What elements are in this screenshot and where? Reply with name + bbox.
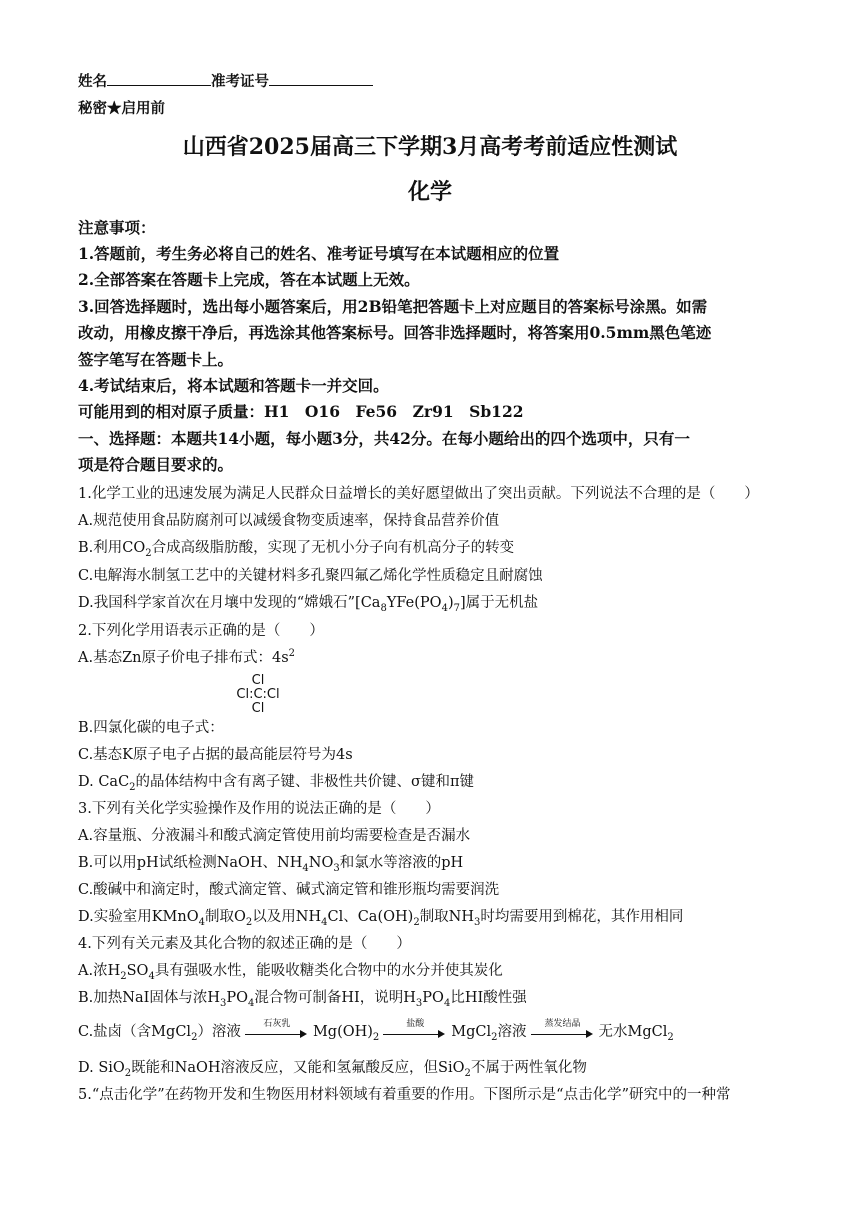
- q2-option-d: D. CaC$_2$的晶体结构中含有离子键、非极性共价键、σ键和π键: [78, 774, 474, 793]
- q4-option-a: A.浓$H_2SO_4$具有强吸水性，能吸收糖类化合物中的水分并使其炭化: [78, 963, 503, 982]
- q3-option-c: C.酸碱中和滴定时，酸式滴定管、碱式滴定管和锥形瓶均需要润洗: [78, 882, 500, 898]
- name-field: [78, 70, 373, 91]
- atomic-masses: 可能用到的相对原子质量：H1 O16 Fe56 Zr91 Sb122: [78, 402, 524, 421]
- note-item: 改动，用橡皮擦干净后，再选涂其他答案标号。回答非选择题时，将答案用0.5mm黑色笔迹: [78, 323, 712, 342]
- q4-option-b: B.加热NaI固体与浓$H_3PO_4$混合物可制备HI，说明$H_3PO_4$比HI酸性强: [78, 990, 527, 1009]
- ticket-blank: [269, 71, 373, 86]
- q2-option-a: A.基态Zn原子价电子排布式：$4s^2$: [78, 648, 296, 666]
- q2-option-b: B.四氯化碳的电子式：: [78, 720, 224, 736]
- section-heading-cont: 项是符合题目要求的。: [78, 455, 234, 474]
- exam-title: 山西省2025届高三下学期3月高考考前适应性测试: [182, 134, 678, 160]
- q3-option-a: A.容量瓶、分液漏斗和酸式滴定管使用前均需要检查是否漏水: [78, 828, 471, 844]
- note-item: 3.回答选择题时，选出每小题答案后，用2B铅笔把答题卡上对应题目的答案标号涂黑。如需: [78, 297, 708, 316]
- q2-option-c: C.基态K原子电子占据的最高能层符号为4s: [78, 747, 353, 763]
- reaction-arrow: 石灰乳: [245, 1023, 309, 1041]
- notes-heading: 注意事项：: [78, 218, 156, 237]
- q4-option-c: C.盐卤（含MgCl$_2$）溶液 石灰乳 $Mg(OH)_2$ 盐酸 MgCl$_2$溶液 蒸发结晶 无水MgCl$_2$: [78, 1019, 674, 1043]
- note-item: 2.全部答案在答题卡上完成，答在本试题上无效。: [78, 270, 420, 289]
- ticket-label: 准考证号: [211, 73, 269, 90]
- section-heading: 一、选择题：本题共14小题，每小题3分，共42分。在每小题给出的四个选项中，只有一: [78, 429, 690, 448]
- ccl4-lewis-structure: Cl Cl:C:Cl Cl: [236, 673, 280, 716]
- reaction-arrow: 蒸发结晶: [531, 1023, 595, 1041]
- question-4-stem: 4.下列有关元素及其化合物的叙述正确的是（ ）: [78, 936, 411, 952]
- q3-option-d: D.实验室用KMnO$_4$制取$O_2$以及用$NH_4Cl$、$Ca(OH)_2$制取$NH_3$时均需要用到棉花，其作用相同: [78, 909, 684, 928]
- question-3-stem: 3.下列有关化学实验操作及作用的说法正确的是（ ）: [78, 801, 440, 817]
- reaction-arrow: 盐酸: [383, 1023, 447, 1041]
- q3-option-b: B.可以用pH试纸检测NaOH、$NH_4NO_3$和氯水等溶液的pH: [78, 855, 464, 874]
- note-item: 签字笔写在答题卡上。: [78, 350, 234, 369]
- note-item: 1.答题前，考生务必将自己的姓名、准考证号填写在本试题相应的位置: [78, 244, 560, 263]
- q1-option-c: C.电解海水制氢工艺中的关键材料多孔聚四氟乙烯化学性质稳定且耐腐蚀: [78, 568, 543, 584]
- name-label: 姓名: [78, 73, 107, 90]
- name-blank: [107, 71, 211, 86]
- secret-mark: 秘密★启用前: [78, 100, 165, 117]
- question-1-stem: 1.化学工业的迅速发展为满足人民群众日益增长的美好愿望做出了突出贡献。下列说法不合理的是（ ）: [78, 486, 759, 502]
- note-item: 4.考试结束后，将本试题和答题卡一并交回。: [78, 376, 389, 395]
- subject-title: 化学: [407, 179, 452, 205]
- question-5-stem: 5.“点击化学”在药物开发和生物医用材料领域有着重要的作用。下图所示是“点击化学”研究中的一种常: [78, 1087, 731, 1103]
- q1-option-a: A.规范使用食品防腐剂可以减缓食物变质速率，保持食品营养价值: [78, 513, 500, 529]
- q1-option-b: B.利用$CO_2$合成高级脂肪酸，实现了无机小分子向有机高分子的转变: [78, 540, 515, 559]
- question-2-stem: 2.下列化学用语表示正确的是（ ）: [78, 623, 324, 639]
- q1-option-d: D.我国科学家首次在月壤中发现的“嫦娥石$”[Ca_8YFe(PO_4)_7]$属于无机盐: [78, 595, 539, 614]
- q4-option-d: D. SiO$_2$既能和NaOH溶液反应，又能和氢氟酸反应，但SiO$_2$不属于两性氧化物: [78, 1060, 587, 1079]
